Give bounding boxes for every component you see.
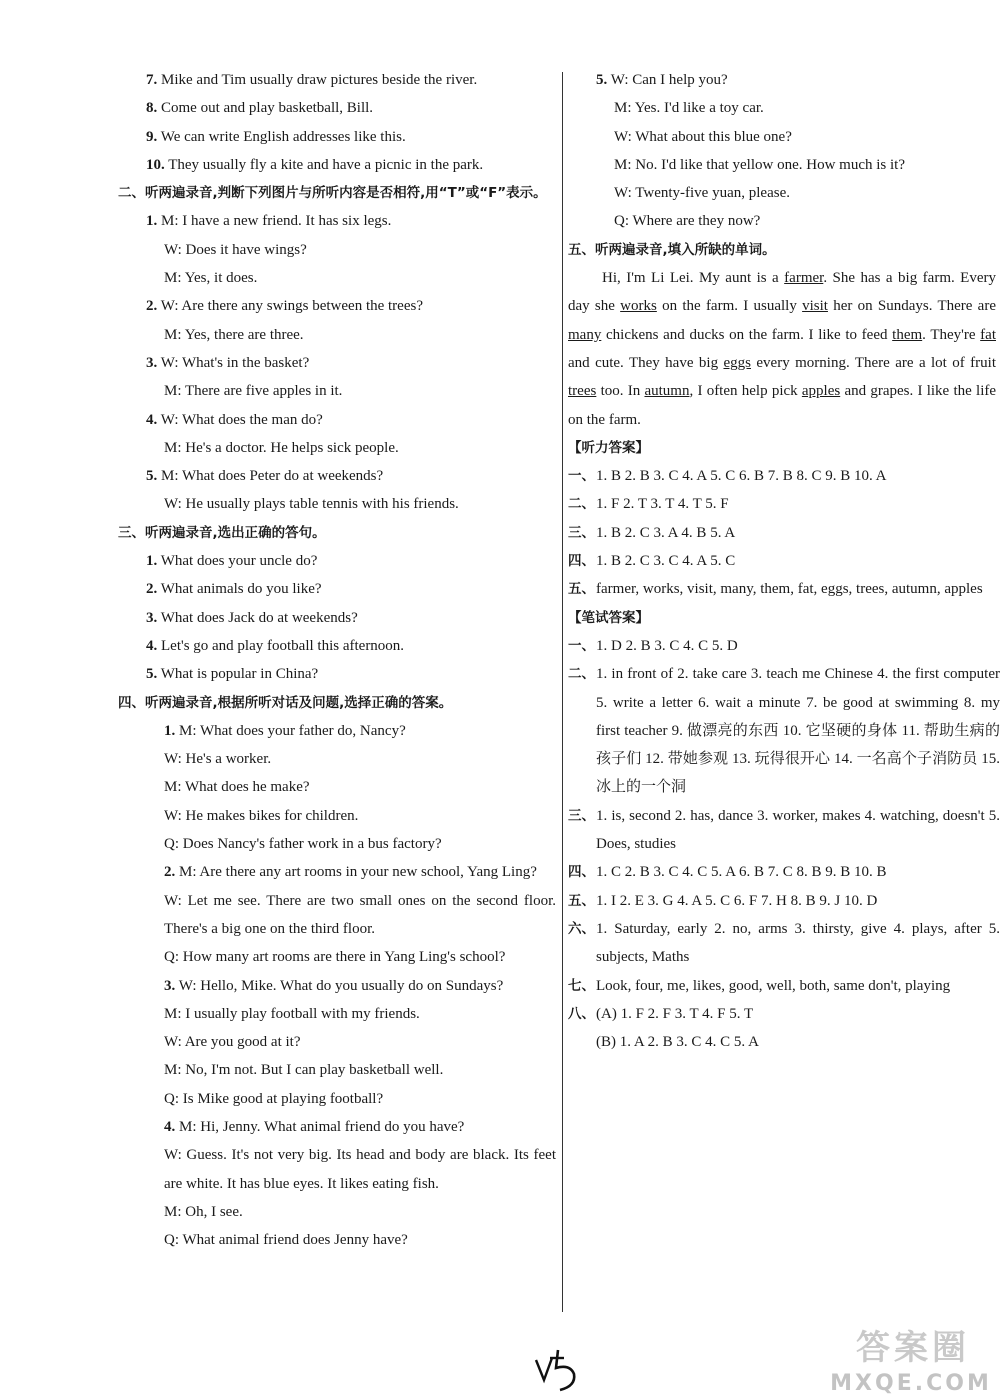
item-number: 2. <box>164 864 176 881</box>
item-number: 5. <box>146 666 158 683</box>
watermark-en: MXQE.COM <box>830 1371 992 1396</box>
answer-text: 1. B 2. C 3. C 4. A 5. C <box>596 553 736 570</box>
answer-text: 1. D 2. B 3. C 4. C 5. D <box>596 637 738 654</box>
dialogue-line <box>568 66 1000 94</box>
answer-section-label: 三、 <box>568 807 595 824</box>
listening-answers-heading: 【听力答案】 <box>568 439 649 456</box>
question-item <box>118 632 556 660</box>
filled-blank: fat <box>980 326 996 343</box>
answer-row <box>568 802 1000 859</box>
item-text: W: What does the man do? <box>160 411 323 428</box>
answer-section-label: 三、 <box>568 524 595 541</box>
item-number: 7. <box>146 72 158 88</box>
item-text: W: Can I help you? <box>610 72 728 88</box>
passage-text: , I often help pick <box>689 383 802 400</box>
item-text: M: Hi, Jenny. What animal friend do you have? <box>179 1118 465 1135</box>
item-text: We can write English addresses like this. <box>160 128 406 145</box>
answer-text: farmer, works, visit, many, them, fat, eggs, trees, autumn, apples <box>596 581 983 598</box>
dialogue-line: Q: How many art rooms are there in Yang Ling's school? <box>164 949 506 966</box>
answer-text: 1. is, second 2. has, dance 3. worker, makes 4. watching, doesn't 5. Does, studies <box>596 807 1000 853</box>
question-item <box>118 660 556 688</box>
passage-text: chickens and ducks on the farm. I like to feed <box>601 326 893 343</box>
dialogue-line: W: What about this blue one? <box>614 128 792 145</box>
dialogue-line: W: Guess. It's not very big. Its head and body are black. Its feet are white. It has blue eyes. It likes eating fish. <box>164 1147 556 1192</box>
answer-section-label: 四、 <box>568 553 595 570</box>
dialogue-line: M: What does he make? <box>164 779 310 796</box>
answer-section-label: 二、 <box>568 666 595 683</box>
answer-row <box>568 858 1000 886</box>
filled-blank: apples <box>801 383 841 400</box>
dialogue-line <box>118 349 556 377</box>
item-number: 4. <box>146 411 158 428</box>
dialogue-line <box>118 207 556 235</box>
item-text: M: I have a new friend. It has six legs. <box>161 213 392 230</box>
item-number: 4. <box>146 637 158 654</box>
answer-text: 1. in front of 2. take care 3. teach me Chinese 4. the first computer 5. write a letter 6. wait a minute 7. be good at swimming 8. my first teacher 9. 做漂亮的东西 10. 它坚硬的身体 11. 帮助生病的孩子们 12. 带她参观 13. 玩得很开心 14. 一名高个子消防员 15. 冰上的一个洞 <box>596 666 1000 796</box>
passage-text: and grapes. I like the life on the farm. <box>568 383 997 428</box>
dialogue-line: M: Yes. I'd like a toy car. <box>614 100 764 117</box>
dialogue-line <box>118 462 556 490</box>
item-number: 5. <box>146 468 158 485</box>
answer-text: 1. C 2. B 3. C 4. C 5. A 6. B 7. C 8. B 9. B 10. B <box>596 864 887 881</box>
dialogue-line: M: Yes, there are three. <box>164 326 304 343</box>
filled-blank: them <box>892 326 923 343</box>
item-number: 10. <box>146 156 165 173</box>
answer-row <box>568 1000 1000 1028</box>
item-text: What is popular in China? <box>160 666 319 683</box>
dialogue-line: Q: What animal friend does Jenny have? <box>164 1232 408 1249</box>
section-heading: 四、听两遍录音,根据所听对话及问题,选择正确的答案。 <box>118 694 453 711</box>
left-column <box>118 66 556 1254</box>
item-text: What does your uncle do? <box>160 553 318 570</box>
section-heading: 二、听两遍录音,判断下列图片与所听内容是否相符,用“T”或“F”表示。 <box>118 185 547 202</box>
passage-text: too. In <box>596 383 645 400</box>
dialogue-line: M: Oh, I see. <box>164 1203 243 1220</box>
item-text: Mike and Tim usually draw pictures beside the river. <box>161 72 478 88</box>
answer-section-label: 一、 <box>568 637 595 654</box>
cloze-passage <box>568 264 1000 434</box>
handwritten-page-number <box>530 1346 590 1394</box>
dialogue-line: M: Yes, it does. <box>164 270 258 287</box>
filled-blank: autumn <box>644 383 690 400</box>
filled-blank: visit <box>802 298 828 315</box>
dialogue-line <box>118 972 556 1000</box>
answer-row <box>568 887 1000 915</box>
dialogue-line: Q: Does Nancy's father work in a bus factory? <box>164 836 442 853</box>
answer-row <box>568 660 1000 801</box>
dialogue-line: W: He usually plays table tennis with his friends. <box>164 496 459 513</box>
section-heading: 五、听两遍录音,填入所缺的单词。 <box>568 241 776 258</box>
answer-row <box>568 490 1000 518</box>
answer-text: (A) 1. F 2. F 3. T 4. F 5. T <box>596 1005 754 1022</box>
filled-blank: farmer <box>784 270 824 287</box>
item-number: 3. <box>164 977 176 994</box>
passage-text: Hi, I'm Li Lei. My aunt is a <box>602 270 785 287</box>
item-text: What does Jack do at weekends? <box>160 609 358 626</box>
answer-text: 1. F 2. T 3. T 4. T 5. F <box>596 496 729 513</box>
answer-row <box>568 972 1000 1000</box>
sentence-item <box>118 94 556 122</box>
dialogue-line: M: I usually play football with my friends. <box>164 1005 420 1022</box>
item-text: W: Hello, Mike. What do you usually do on Sundays? <box>178 977 504 994</box>
answer-row <box>568 519 1000 547</box>
item-number: 3. <box>146 354 158 371</box>
dialogue-line <box>118 717 556 745</box>
section-heading: 三、听两遍录音,选出正确的答句。 <box>118 524 326 541</box>
answer-row <box>568 1028 1000 1056</box>
dialogue-line: W: He's a worker. <box>164 751 272 768</box>
item-text: M: Are there any art rooms in your new school, Yang Ling? <box>179 864 537 881</box>
item-text: M: What does Peter do at weekends? <box>161 468 384 485</box>
answer-text: 1. Saturday, early 2. no, arms 3. thirsty, give 4. plays, after 5. subjects, Maths <box>596 920 1000 966</box>
item-text: What animals do you like? <box>160 581 322 598</box>
item-text: W: What's in the basket? <box>160 354 310 371</box>
item-number: 9. <box>146 128 158 145</box>
column-divider <box>562 72 563 1312</box>
passage-text: her on Sundays. There are <box>827 298 996 315</box>
item-number: 8. <box>146 100 158 117</box>
dialogue-line: M: He's a doctor. He helps sick people. <box>164 439 399 456</box>
item-number: 1. <box>146 213 158 230</box>
passage-text: . They're <box>922 326 981 343</box>
answer-row <box>568 632 1000 660</box>
item-text: W: Are there any swings between the trees? <box>160 298 423 315</box>
question-item <box>118 575 556 603</box>
written-answers-heading: 【笔试答案】 <box>568 609 649 626</box>
answer-section-label: 五、 <box>568 581 595 598</box>
answer-section-label: 六、 <box>568 920 595 937</box>
answer-text: 1. B 2. C 3. A 4. B 5. A <box>596 524 736 541</box>
filled-blank: works <box>620 298 657 315</box>
answer-row <box>568 462 1000 490</box>
dialogue-line <box>118 1113 556 1141</box>
dialogue-line: W: Are you good at it? <box>164 1034 301 1051</box>
answer-section-label: 二、 <box>568 496 595 513</box>
watermark-cn: 答案圈 <box>856 1328 970 1368</box>
answer-section-label: 四、 <box>568 864 595 881</box>
item-number: 3. <box>146 609 158 626</box>
item-number: 2. <box>146 581 158 598</box>
item-number: 2. <box>146 298 158 315</box>
dialogue-line: M: No. I'd like that yellow one. How much is it? <box>614 156 905 173</box>
dialogue-line <box>118 858 556 886</box>
answer-section-label: 一、 <box>568 468 595 485</box>
passage-text: . She has a big farm. Every day she <box>568 270 997 315</box>
item-number: 5. <box>596 72 608 88</box>
item-text: Let's go and play football this afternoon. <box>161 637 405 654</box>
right-column <box>568 66 1000 1056</box>
dialogue-line: M: No, I'm not. But I can play basketball well. <box>164 1062 444 1079</box>
dialogue-line: Q: Is Mike good at playing football? <box>164 1090 384 1107</box>
filled-blank: many <box>568 326 602 343</box>
item-text: Come out and play basketball, Bill. <box>161 100 374 117</box>
answer-row <box>568 915 1000 972</box>
dialogue-line: W: He makes bikes for children. <box>164 807 359 824</box>
item-text: They usually fly a kite and have a picnic in the park. <box>168 156 484 173</box>
item-number: 1. <box>146 553 158 570</box>
answer-text: 1. B 2. B 3. C 4. A 5. C 6. B 7. B 8. C 9. B 10. A <box>596 468 887 485</box>
filled-blank: trees <box>568 383 597 400</box>
item-text: M: What does your father do, Nancy? <box>179 722 406 739</box>
dialogue-line: W: Let me see. There are two small ones on the second floor. There's a big one on the third floor. <box>164 892 556 937</box>
passage-text: and cute. They have big <box>568 354 724 371</box>
answer-section-label: 五、 <box>568 892 595 909</box>
sentence-item <box>118 66 556 94</box>
answer-section-label: 八、 <box>568 1005 595 1022</box>
dialogue-line <box>118 406 556 434</box>
answer-section-label: 七、 <box>568 977 595 994</box>
answer-row <box>568 575 1000 603</box>
question-item <box>118 604 556 632</box>
filled-blank: eggs <box>723 354 751 371</box>
answer-text: (B) 1. A 2. B 3. C 4. C 5. A <box>596 1034 759 1051</box>
item-number: 4. <box>164 1118 176 1135</box>
sentence-item <box>118 151 556 179</box>
answer-row <box>568 547 1000 575</box>
dialogue-line: Q: Where are they now? <box>614 213 761 230</box>
answer-text: Look, four, me, likes, good, well, both, same don't, playing <box>596 977 951 994</box>
passage-text: every morning. There are a lot of fruit <box>750 354 996 371</box>
dialogue-line: W: Does it have wings? <box>164 241 307 258</box>
dialogue-line <box>118 292 556 320</box>
dialogue-line: W: Twenty-five yuan, please. <box>614 185 790 202</box>
dialogue-line: M: There are five apples in it. <box>164 383 343 400</box>
watermark-logo <box>822 1318 1000 1400</box>
item-number: 1. <box>164 722 176 739</box>
passage-text: on the farm. I usually <box>656 298 803 315</box>
answer-text: 1. I 2. E 3. G 4. A 5. C 6. F 7. H 8. B 9. J 10. D <box>596 892 878 909</box>
sentence-item <box>118 123 556 151</box>
question-item <box>118 547 556 575</box>
